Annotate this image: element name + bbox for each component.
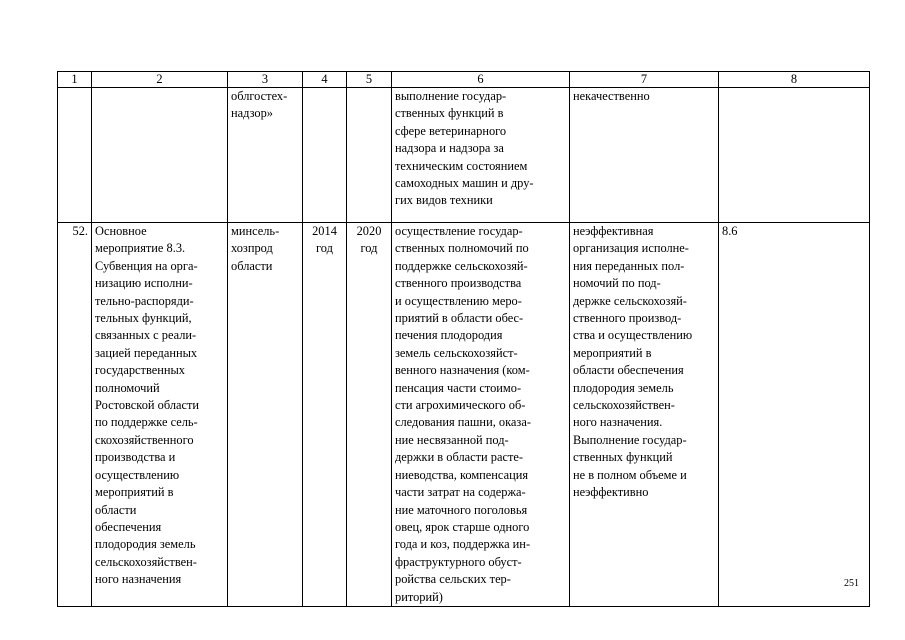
result-cell: выполнение государ- ственных функций в сфере ветеринарного надзора и надзора за техническим состоянием самоходных машин и дру- гих видов техники bbox=[392, 88, 570, 223]
executor-cell: минсель- хозпрод области bbox=[228, 223, 303, 607]
table-row bbox=[58, 88, 870, 223]
start-year-cell: 2014 год bbox=[303, 223, 347, 607]
indicator-link-cell bbox=[719, 88, 870, 223]
indicator-link-cell: 8.6 bbox=[719, 223, 870, 607]
table-row bbox=[58, 223, 870, 607]
row-number-cell bbox=[58, 88, 92, 223]
measures-table bbox=[57, 71, 870, 607]
col-header-4: 4 bbox=[303, 72, 347, 88]
col-header-8: 8 bbox=[719, 72, 870, 88]
col-header-2: 2 bbox=[92, 72, 228, 88]
executor-cell: облгостех- надзор» bbox=[228, 88, 303, 223]
result-cell: осуществление государ- ственных полномочий по поддержке сельскохозяй- ственного производства и осуществлению меро- приятий в области обес- печения плодородия земель сельскохозяйст- венного назначения (ком- пенсация части стоимо- сти агрохимического об- следования пашни, оказа- ние несвязанной под- держки в области расте- ниеводства, компенсация части затрат на содержа- ние маточного поголовья овец, ярок старше одного года и коз, поддержка ин- фраструктурного обуст- ройства сельских тер- риторий) bbox=[392, 223, 570, 607]
end-year-cell bbox=[347, 88, 392, 223]
measure-name-cell: Основное мероприятие 8.3. Субвенция на орга- низацию исполни- тельно-распоряди- тельных функций, связанных с реали- зацией переданных государственных полномочий Ростовской области по поддержке сель- скохозяйственного производства и осуществлению мероприятий в области обеспечения плодородия земель сельскохозяйствен- ного назначения bbox=[92, 223, 228, 607]
consequence-cell: некачественно bbox=[570, 88, 719, 223]
start-year-cell bbox=[303, 88, 347, 223]
col-header-5: 5 bbox=[347, 72, 392, 88]
col-header-1: 1 bbox=[58, 72, 92, 88]
end-year-cell: 2020 год bbox=[347, 223, 392, 607]
col-header-3: 3 bbox=[228, 72, 303, 88]
measure-name-cell bbox=[92, 88, 228, 223]
col-header-6: 6 bbox=[392, 72, 570, 88]
consequence-cell: неэффективная организация исполне- ния переданных пол- номочий по под- держке сельскохозяй- ственного производ- ства и осуществлению мероприятий в области обеспечения плодородия земель сельскохозяйствен- ного назначения. Выполнение государ- ственных функций не в полном объеме и неэффективно bbox=[570, 223, 719, 607]
header-row bbox=[58, 72, 870, 88]
page-number: 251 bbox=[844, 578, 859, 589]
col-header-7: 7 bbox=[570, 72, 719, 88]
row-number-cell: 52. bbox=[58, 223, 92, 607]
